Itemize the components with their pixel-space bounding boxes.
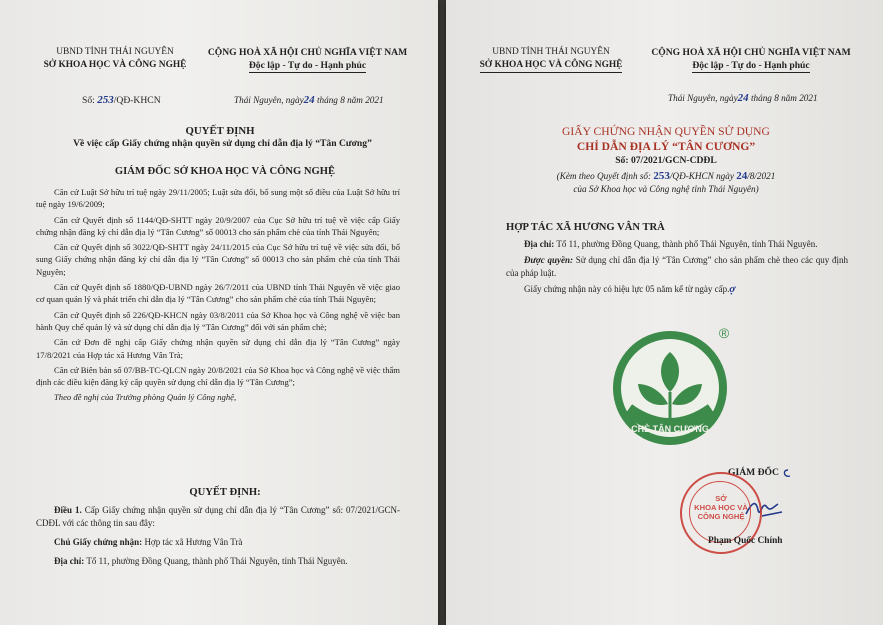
holder-name: HỢP TÁC XÃ HƯƠNG VÂN TRÀ — [506, 222, 665, 233]
left-subtitle: Về việc cấp Giấy chứng nhận quyền sử dụng chỉ dẫn địa lý “Tân Cương” — [73, 138, 372, 149]
basis-item: Căn cứ Quyết định số 1144/QĐ-SHTT ngày 20/9/2007 của Cục Sở hữu trí tuệ về việc cấp Giấy chứng nhận đăng ký chỉ dẫn địa lý “Tân Cương” số 00013 cho sản phẩm chè của tỉnh Thái Nguyên; — [36, 214, 400, 237]
left-date: Thái Nguyên, ngày24 tháng 8 năm 2021 — [234, 94, 384, 106]
certificate-title: GIẤY CHỨNG NHẬN QUYỀN SỬ DỤNG CHỈ DẪN ĐỊA LÝ “TÂN CƯƠNG” — [562, 125, 770, 153]
right-nation-line1: CỘNG HOÀ XÃ HỘI CHỦ NGHĨA VIỆT NAM — [651, 47, 851, 58]
stamp-center-text: SỞ KHOA HỌC VÀ CÔNG NGHỆ — [694, 494, 748, 521]
left-agency-line1: UBND TỈNH THÁI NGUYÊN — [56, 47, 174, 57]
basis-item: Căn cứ Luật Sở hữu trí tuệ ngày 29/11/2005; Luật sửa đổi, bổ sung một số điều của Luật Sở hữu trí tuệ ngày 19/6/2009; — [36, 187, 400, 210]
attachment-note: (Kèm theo Quyết định số: 253/QĐ-KHCN ngày 24/8/2021 của Sở Khoa học và Công nghệ tỉnh Thái Nguyên) — [556, 170, 776, 194]
certificate-body: Địa chỉ: Tổ 11, phường Đồng Quang, thành phố Thái Nguyên, tỉnh Thái Nguyên. Được quyền: Sử dụng chỉ dẫn địa lý “Tân Cương” cho sản phẩm chè theo các quy định của pháp luật. Giấy chứng nhận này có hiệu lực 05 năm kể từ ngày cấp.ợ — [506, 239, 848, 295]
basis-item: Căn cứ Quyết định số 3022/QĐ-SHTT ngày 24/11/2015 của Cục Sở hữu trí tuệ về việc sửa đổi, bổ sung Giấy chứng nhận đăng ký chỉ dẫn địa lý “Tân Cương” số 00013 cho sản phẩm chè của tỉnh Thái Nguyên; — [36, 242, 400, 277]
left-doc-number: Số: 253/QĐ-KHCN — [82, 94, 161, 106]
basis-item: Căn cứ Quyết định số 1880/QĐ-UBND ngày 26/7/2011 của UBND tỉnh Thái Nguyên về việc giao cơ quan quản lý và phát triển chỉ dẫn địa lý “Tân Cương” cho sản phẩm chè của tỉnh Thái Nguyên; — [36, 282, 400, 305]
logo-text: CHÈ TÂN CƯƠNG — [631, 424, 709, 434]
left-title: QUYẾT ĐỊNH — [185, 125, 255, 137]
basis-item: Căn cứ Biên bản số 07/BB-TC-QLCN ngày 20/8/2021 của Sở Khoa học và Công nghệ về việc thẩm định các điều kiện đăng ký cấp quyền sử dụng chỉ dẫn địa lý “Tân Cương”; — [36, 364, 400, 388]
left-decide-heading: QUYẾT ĐỊNH: — [189, 487, 261, 498]
basis-item: Căn cứ Quyết định số 226/QĐ-KHCN ngày 03/8/2011 của Sở Khoa học và Công nghệ về việc ban hành Quy chế quản lý và sử dụng chỉ dẫn địa lý “Tân Cương” đối với sản phẩm chè; — [36, 309, 400, 332]
basis-item: Theo đề nghị của Trưởng phòng Quản lý Công nghệ, — [54, 392, 237, 403]
left-nation-block — [195, 46, 420, 73]
decision-page — [0, 0, 438, 625]
basis-item: Căn cứ Đơn đề nghị cấp Giấy chứng nhận quyền sử dụng chỉ dẫn địa lý “Tân Cương” ngày 17/8/2021 của Hợp tác xã Hương Vân Trà; — [36, 337, 400, 360]
left-bases — [36, 186, 400, 407]
certificate-page — [446, 0, 883, 625]
right-nation-motto: Độc lập - Tự do - Hạnh phúc — [692, 60, 810, 71]
right-agency-line1: UBND TỈNH THÁI NGUYÊN — [492, 47, 610, 57]
left-nation-line1: CỘNG HOÀ XÃ HỘI CHỦ NGHĨA VIỆT NAM — [207, 47, 408, 58]
right-agency-block — [476, 46, 626, 73]
left-authority: GIÁM ĐỐC SỞ KHOA HỌC VÀ CÔNG NGHỆ — [114, 166, 336, 177]
che-tan-cuong-logo — [608, 322, 738, 450]
signer-title: GIÁM ĐỐC — [728, 467, 779, 478]
left-agency-block — [40, 46, 190, 72]
right-nation-block — [636, 46, 866, 73]
signer-name: Phạm Quốc Chính — [708, 536, 783, 546]
certificate-number: Số: 07/2021/GCN-CDĐL — [615, 155, 717, 166]
left-article1: Điều 1. Cấp Giấy chứng nhận quyền sử dụng chỉ dẫn địa lý “Tân Cương” số: 07/2021/GCN-CDĐL với các thông tin sau đây: Chủ Giấy chứng nhận: Hợp tác xã Hương Vân Trà Địa chỉ: Tổ 11, phường Đồng Quang, thành phố Thái Nguyên, tỉnh Thái Nguyên. — [36, 505, 400, 566]
right-date: Thái Nguyên, ngày24 tháng 8 năm 2021 — [668, 92, 818, 104]
left-nation-motto: Độc lập - Tự do - Hạnh phúc — [248, 60, 367, 71]
right-agency-line2: SỞ KHOA HỌC VÀ CÔNG NGHỆ — [476, 59, 626, 73]
registered-mark: ® — [718, 325, 730, 341]
initial-stroke — [784, 470, 790, 476]
left-agency-line2: SỞ KHOA HỌC VÀ CÔNG NGHỆ — [43, 60, 187, 70]
